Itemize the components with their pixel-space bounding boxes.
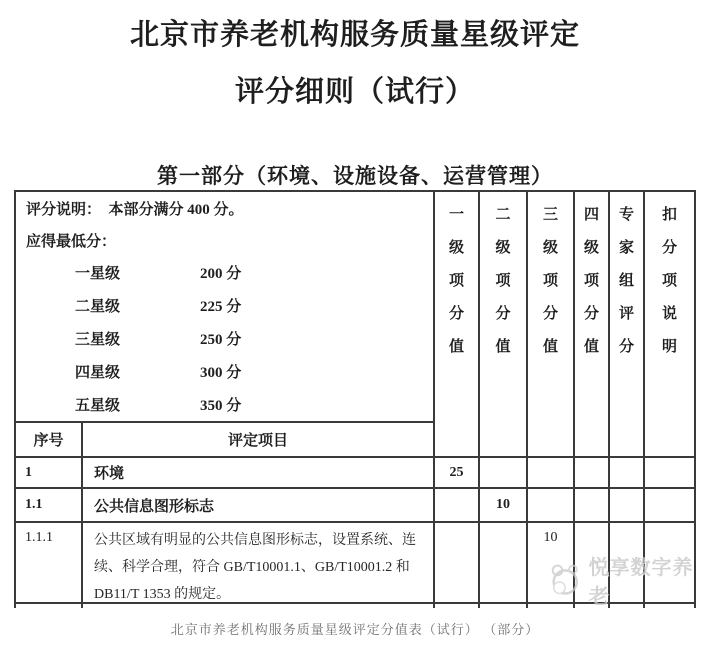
row-value-deduction [645, 489, 694, 523]
row-value-level2 [480, 523, 528, 604]
row-item-description: 公共区域有明显的公共信息图形标志，设置系统、连续、科学合理，符合 GB/T10001.1、GB/T10001.2 和 DB11/T 1353 的规定。 [83, 523, 435, 604]
row-value-level1: 25 [435, 458, 480, 489]
row-value-expert [610, 489, 645, 523]
row-value-level2: 10 [480, 489, 528, 523]
score-table [14, 190, 696, 608]
column-header-level1-score [435, 192, 480, 458]
row-value-level4 [575, 489, 610, 523]
row-value-level2 [480, 458, 528, 489]
column-header-expert-score [610, 192, 645, 458]
clipped-row-cell [528, 604, 575, 608]
column-header-level2-score [480, 192, 528, 458]
minimum-score-label: 应得最低分： [26, 234, 117, 250]
star-level-label: 四星级 [75, 364, 121, 381]
row-value-deduction [645, 458, 694, 489]
row-item: 环境 [83, 458, 435, 489]
star-level-label: 二星级 [75, 298, 121, 315]
column-header-text: 二级项分值 [495, 207, 511, 355]
document-title-line1: 北京市养老机构服务质量星级评定 [129, 19, 580, 51]
row-value-level1 [435, 489, 480, 523]
row-serial: 1.1.1 [16, 523, 83, 604]
scoring-notes-cell [16, 192, 435, 423]
scoring-notes-line: 评分说明： 本部分满分 400 分。 [26, 202, 244, 218]
column-header-text: 扣分项说明 [661, 207, 677, 355]
image-caption: 北京市养老机构服务质量星级评定分值表（试行） （部分） [170, 622, 540, 637]
row-value-level4 [575, 523, 610, 604]
star-level-row [26, 388, 423, 420]
serial-header-cell: 序号 [16, 423, 83, 458]
star-level-row [26, 355, 423, 387]
section-heading: 第一部分（环境、设施设备、运营管理） [157, 164, 553, 188]
star-level-score: 225 分 [200, 298, 242, 315]
star-level-score: 300 分 [200, 364, 242, 381]
star-level-label: 三星级 [75, 331, 121, 348]
clipped-row-cell [575, 604, 610, 608]
row-value-level1 [435, 523, 480, 604]
clipped-row-cell [435, 604, 480, 608]
star-level-label: 一星级 [75, 265, 121, 282]
star-level-row [26, 289, 423, 321]
star-level-score: 250 分 [200, 331, 242, 348]
row-serial: 1 [16, 458, 83, 489]
clipped-row-cell [480, 604, 528, 608]
clipped-row-cell [645, 604, 694, 608]
row-serial: 1.1 [16, 489, 83, 523]
row-value-deduction [645, 523, 694, 604]
star-level-score: 350 分 [200, 397, 242, 414]
column-header-text: 专家组评分 [618, 207, 634, 355]
star-level-row [26, 256, 423, 288]
item-header-cell: 评定项目 [83, 423, 435, 458]
column-header-text: 三级项分值 [542, 207, 558, 355]
clipped-row-cell [16, 604, 83, 608]
watermark-text: 悦享数字养老 [588, 557, 694, 608]
document-title-line2: 评分细则（试行） [234, 76, 475, 108]
row-value-level4 [575, 458, 610, 489]
column-header-level4-score [575, 192, 610, 458]
star-level-label: 五星级 [75, 397, 121, 414]
column-header-text: 四级项分值 [583, 207, 599, 355]
row-value-expert [610, 458, 645, 489]
column-header-level3-score [528, 192, 575, 458]
row-value-expert [610, 523, 645, 604]
star-level-row [26, 322, 423, 354]
column-header-deduction-note [645, 192, 694, 458]
row-item: 公共信息图形标志 [83, 489, 435, 523]
row-value-level3 [528, 458, 575, 489]
row-value-level3: 10 [528, 523, 575, 604]
clipped-row-cell [610, 604, 645, 608]
star-level-score: 200 分 [200, 265, 242, 282]
clipped-row-cell [83, 604, 435, 608]
column-header-text: 一级项分值 [448, 207, 464, 355]
row-value-level3 [528, 489, 575, 523]
